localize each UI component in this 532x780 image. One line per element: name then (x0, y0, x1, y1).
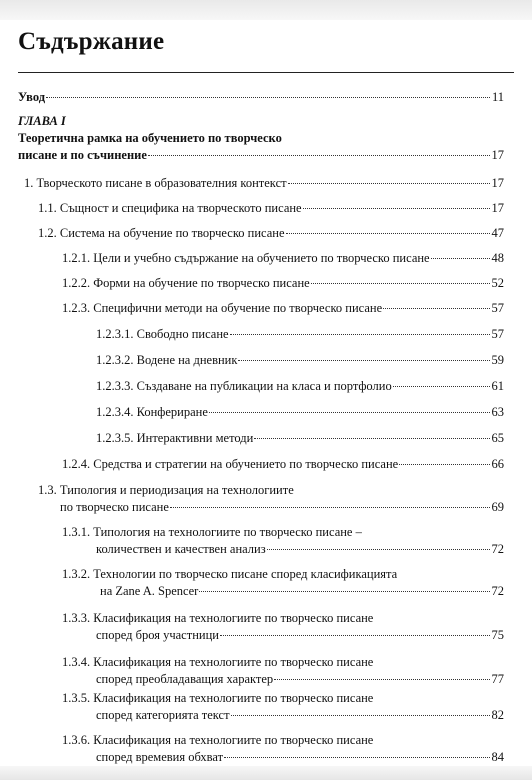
toc-page: 48 (491, 251, 504, 265)
toc-entry-1-2 (38, 225, 504, 242)
toc-page: 72 (491, 584, 504, 598)
dot-leader (46, 97, 490, 98)
dot-leader (199, 591, 489, 592)
toc-text-line1: Теоретична рамка на обучението по творческо (18, 131, 282, 145)
toc-text: 1.2.4. Средства и стратегии на обучението по творческо писане (62, 457, 399, 471)
toc-text-line2: по творческо писане (60, 500, 169, 514)
dot-leader (220, 635, 490, 636)
toc-page: 59 (491, 353, 504, 367)
toc-text: Увод (18, 90, 46, 104)
toc-text: 1.2. Система на обучение по творческо писане (38, 226, 285, 240)
toc-text-line1: 1.3.1. Типология на технологиите по творческо писане – (62, 525, 362, 539)
dot-leader (148, 155, 490, 156)
toc-entry-chapter1 (18, 113, 504, 164)
toc-page: 77 (491, 672, 504, 686)
toc-text: 1.2.3.2. Водене на дневник (96, 353, 238, 367)
bottom-edge (0, 766, 532, 780)
toc-text-line1: 1.3.3. Класификация на технологиите по творческо писане (62, 611, 374, 625)
dot-leader (274, 679, 489, 680)
toc-text-line2: количествен и качествен анализ (96, 542, 266, 556)
dot-leader (238, 360, 489, 361)
toc-page: 57 (491, 327, 504, 341)
toc-text: 1.2.3.1. Свободно писане (96, 327, 229, 341)
dot-leader (399, 464, 489, 465)
toc-text: 1.2.2. Форми на обучение по творческо писане (62, 276, 310, 290)
dot-leader (170, 507, 490, 508)
dot-leader (254, 438, 489, 439)
toc-entry-1-2-3-3 (96, 378, 504, 395)
toc-page: 11 (491, 90, 504, 104)
toc-page: 84 (491, 750, 504, 764)
toc-entry-1-2-3-2 (96, 352, 504, 369)
toc-entry-1 (24, 175, 504, 192)
toc-text-line2: на Zane A. Spencer (100, 584, 199, 598)
toc-page: 75 (491, 628, 504, 642)
dot-leader (288, 183, 490, 184)
toc-entry-1-3-3 (62, 610, 504, 644)
chapter-label: ГЛАВА I (18, 114, 66, 128)
toc-page: 47 (491, 226, 504, 240)
dot-leader (303, 208, 490, 209)
toc-page: 65 (491, 431, 504, 445)
toc-page: 72 (491, 542, 504, 556)
toc-text: 1.2.3.5. Интерактивни методи (96, 431, 254, 445)
toc-text-line1: 1.3. Типология и периодизация на технологиите (38, 483, 294, 497)
toc-entry-1-3-1 (62, 524, 504, 558)
toc-page: 17 (491, 176, 504, 190)
toc-text: 1. Творческото писане в образователния контекст (24, 176, 287, 190)
toc-text-line2: според времевия обхват (96, 750, 224, 764)
toc-entry-1-1 (38, 200, 504, 217)
top-edge (0, 0, 532, 20)
dot-leader (286, 233, 490, 234)
toc-text: 1.2.3.4. Конфериране (96, 405, 208, 419)
dot-leader (230, 334, 490, 335)
dot-leader (224, 757, 489, 758)
dot-leader (431, 258, 490, 259)
toc-entry-1-3-2 (62, 566, 504, 600)
toc-page: 52 (491, 276, 504, 290)
toc-page: 69 (491, 500, 504, 514)
toc-text-line1: 1.3.4. Класификация на технологиите по творческо писане (62, 655, 374, 669)
toc-entry-1-2-3-1 (96, 326, 504, 343)
toc-page: 57 (491, 301, 504, 315)
toc-text-line2: писане и по съчинение (18, 148, 147, 162)
dot-leader (311, 283, 490, 284)
toc-page: 66 (491, 457, 504, 471)
dot-leader (231, 715, 490, 716)
toc-page: 63 (491, 405, 504, 419)
toc-entry-1-3-6 (62, 732, 504, 766)
toc-entry-1-2-1 (62, 250, 504, 267)
toc-text-line2: според броя участници (96, 628, 219, 642)
toc-text: 1.1. Същност и специфика на творческото писане (38, 201, 302, 215)
toc-text-line2: според преобладаващия характер (96, 672, 274, 686)
title-rule (18, 72, 514, 73)
toc-page: 82 (491, 708, 504, 722)
dot-leader (209, 412, 490, 413)
page-title: Съдържание (18, 28, 165, 55)
toc-entry-1-2-3-4 (96, 404, 504, 421)
toc-page: 61 (491, 379, 504, 393)
dot-leader (267, 549, 490, 550)
toc-entry-1-2-3-5 (96, 430, 504, 447)
toc-page: 17 (491, 148, 504, 162)
toc-text: 1.2.3.3. Създаване на публикации на класа и портфолио (96, 379, 392, 393)
toc-page: 17 (491, 201, 504, 215)
toc-entry-1-2-2 (62, 275, 504, 292)
toc-entry-1-2-3 (62, 300, 504, 317)
toc-text: 1.2.1. Цели и учебно съдържание на обучението по творческо писане (62, 251, 430, 265)
toc-entry-intro (18, 89, 504, 106)
toc-entry-1-2-4 (62, 456, 504, 473)
toc-text-line1: 1.3.5. Класификация на технологиите по творческо писане (62, 691, 374, 705)
toc-entry-1-3-4 (62, 654, 504, 688)
toc-text-line2: според категорията текст (96, 708, 230, 722)
toc-text-line1: 1.3.2. Технологии по творческо писане според класификацията (62, 567, 398, 581)
dot-leader (383, 308, 489, 309)
toc-text: 1.2.3. Специфични методи на обучение по творческо писане (62, 301, 383, 315)
dot-leader (393, 386, 490, 387)
toc-entry-1-3-5 (62, 690, 504, 724)
toc-entry-1-3 (38, 482, 504, 516)
toc-text-line1: 1.3.6. Класификация на технологиите по творческо писане (62, 733, 374, 747)
